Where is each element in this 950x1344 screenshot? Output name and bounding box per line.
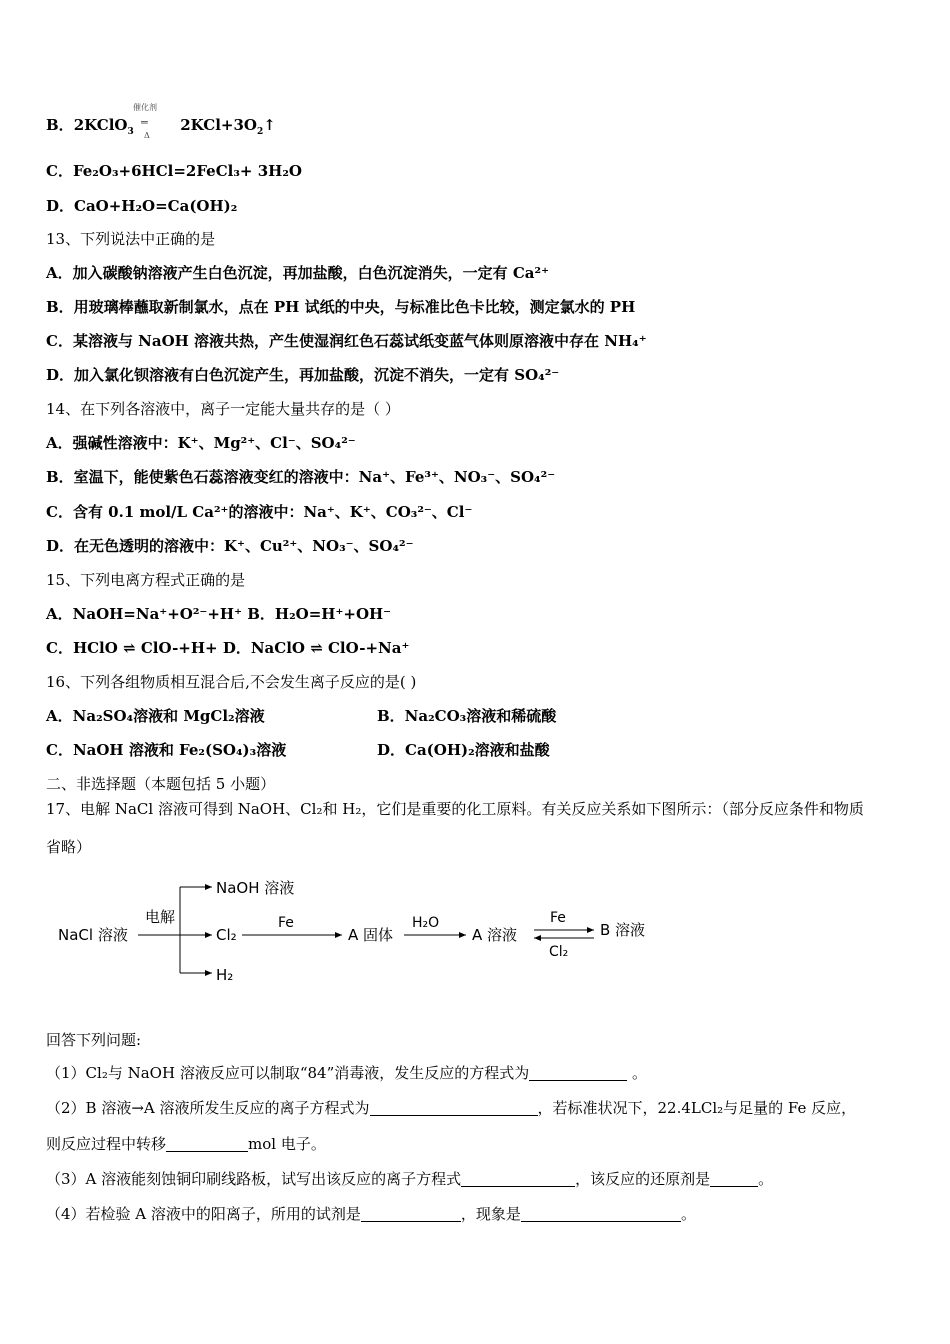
q14-option-c: C．含有 0.1 mol/L Ca²⁺的溶液中：Na⁺、K⁺、CO₃²⁻、Cl⁻: [46, 503, 473, 521]
diagram-b-sol: B 溶液: [600, 921, 646, 939]
diagram-a-sol: A 溶液: [472, 926, 518, 944]
q13-stem: 13、下列说法中正确的是: [46, 230, 216, 248]
q17-p4-blank2[interactable]: [521, 1205, 681, 1222]
q12-b-right: 2KCl+3O: [180, 116, 257, 134]
q17-p3-end: 。: [758, 1170, 774, 1188]
q17-p2-line2-end: mol 电子。: [248, 1135, 326, 1153]
q17-p1-text: （1）Cl₂与 NaOH 溶液反应可以制取“84”消毒液，发生反应的方程式为: [46, 1064, 530, 1082]
q15-options-ab: A．NaOH=Na⁺+O²⁻+H⁺ B．H₂O=H⁺+OH⁻: [46, 605, 392, 623]
diagram-naoh: NaOH 溶液: [216, 879, 295, 897]
q17-p4-text: （4）若检验 A 溶液中的阳离子，所用的试剂是: [46, 1205, 361, 1223]
diagram-fe2: Fe: [550, 910, 566, 926]
q16-stem: 16、下列各组物质相互混合后,不会发生离子反应的是( ): [46, 673, 417, 691]
q12-b-left: 2KClO: [73, 116, 128, 134]
q13-option-d: D．加入氯化钡溶液有白色沉淀产生，再加盐酸，沉淀不消失，一定有 SO₄²⁻: [46, 366, 560, 384]
q17-p2-line2-text: 则反应过程中转移: [46, 1135, 167, 1153]
q14-option-d: D．在无色透明的溶液中：K⁺、Cu²⁺、NO₃⁻、SO₄²⁻: [46, 537, 414, 555]
q17-p2-mid: ，若标准状况下，22.4LCl₂与足量的 Fe 反应，: [537, 1099, 857, 1117]
diagram-nacl: NaCl 溶液: [58, 926, 128, 944]
diagram-cl2: Cl₂: [216, 926, 237, 944]
q17-p1-end: 。: [627, 1064, 648, 1082]
q15-stem: 15、下列电离方程式正确的是: [46, 571, 246, 589]
q17-part1: [46, 1063, 647, 1083]
q17-part3: [46, 1169, 773, 1189]
q13-option-a: A．加入碳酸钠溶液产生白色沉淀，再加盐酸，白色沉淀消失，一定有 Ca²⁺: [46, 264, 550, 282]
q15-options-cd: C．HClO ⇌ ClO-+H+ D．NaClO ⇌ ClO-+Na⁺: [46, 639, 410, 657]
q17-part2-line2: [46, 1134, 326, 1154]
q17-stem-line1: 17、电解 NaCl 溶液可得到 NaOH、Cl₂和 H₂，它们是重要的化工原料。有关反应关系如下图所示：（部分反应条件和物质: [46, 800, 864, 818]
q14-option-a: A．强碱性溶液中：K⁺、Mg²⁺、Cl⁻、SO₄²⁻: [46, 434, 356, 452]
q17-p1-blank[interactable]: [529, 1064, 627, 1081]
q12-option-d: D．CaO+H₂O=Ca(OH)₂: [46, 197, 238, 215]
q17-p2-blank2[interactable]: [166, 1135, 248, 1152]
q17-p3-mid: ，该反应的还原剂是: [575, 1170, 711, 1188]
diagram-cl2-back: Cl₂: [549, 944, 569, 960]
q17-p4-mid: ，现象是: [460, 1205, 521, 1223]
catalyst-label: 催化剂: [133, 103, 157, 112]
q16-option-c: C．NaOH 溶液和 Fe₂(SO₄)₃溶液: [46, 741, 287, 759]
equals-sign: ═: [141, 116, 148, 129]
q17-p4-blank1[interactable]: [361, 1205, 461, 1222]
q12-option-c: C．Fe₂O₃+6HCl=2FeCl₃+ 3H₂O: [46, 162, 302, 180]
q16-option-d: D．Ca(OH)₂溶液和盐酸: [377, 741, 550, 759]
q14-option-b: B．室温下，能使紫色石蕊溶液变红的溶液中：Na⁺、Fe³⁺、NO₃⁻、SO₄²⁻: [46, 468, 556, 486]
q17-stem-line2: 省略）: [46, 838, 92, 856]
diagram-h2: H₂: [216, 966, 234, 984]
q12-b-left-sub: 3: [127, 127, 134, 137]
q12-b-right-tail: ↑: [263, 116, 276, 134]
q17-p4-end: 。: [680, 1205, 696, 1223]
q12-b-right-sub: 2: [256, 127, 264, 137]
q17-p3-text: （3）A 溶液能刻蚀铜印刷线路板，试写出该反应的离子方程式: [46, 1170, 462, 1188]
q12-b-label: B．: [46, 116, 74, 134]
q17-p3-blank1[interactable]: [461, 1170, 575, 1187]
diagram-electrolysis: 电解: [145, 908, 176, 926]
q17-part4: [46, 1204, 696, 1224]
q14-stem: 14、在下列各溶液中，离子一定能大量共存的是（ ）: [46, 400, 400, 418]
q16-option-a: A．Na₂SO₄溶液和 MgCl₂溶液: [46, 707, 265, 725]
q13-option-c: C．某溶液与 NaOH 溶液共热，产生使湿润红色石蕊试纸变蓝气体则原溶液中存在 NH₄⁺: [46, 332, 647, 350]
q17-part2: [46, 1098, 856, 1118]
q17-p3-blank2[interactable]: [710, 1170, 758, 1187]
section-heading: 二、非选择题（本题包括 5 小题）: [46, 775, 276, 793]
heat-symbol: Δ: [144, 131, 150, 140]
q13-option-b: B．用玻璃棒蘸取新制氯水，点在 PH 试纸的中央，与标准比色卡比较，测定氯水的 PH: [46, 298, 636, 316]
diagram-fe1: Fe: [278, 915, 294, 931]
q12-option-b: [46, 115, 276, 135]
diagram-a-solid: A 固体: [348, 926, 394, 944]
diagram-h2o: H₂O: [412, 915, 440, 931]
q16-option-b: B．Na₂CO₃溶液和稀硫酸: [377, 707, 557, 725]
answer-intro: 回答下列问题:: [46, 1031, 142, 1049]
reaction-diagram: [50, 872, 670, 992]
q17-p2-text: （2）B 溶液→A 溶液所发生反应的离子方程式为: [46, 1099, 370, 1117]
q17-p2-blank1[interactable]: [370, 1099, 538, 1116]
